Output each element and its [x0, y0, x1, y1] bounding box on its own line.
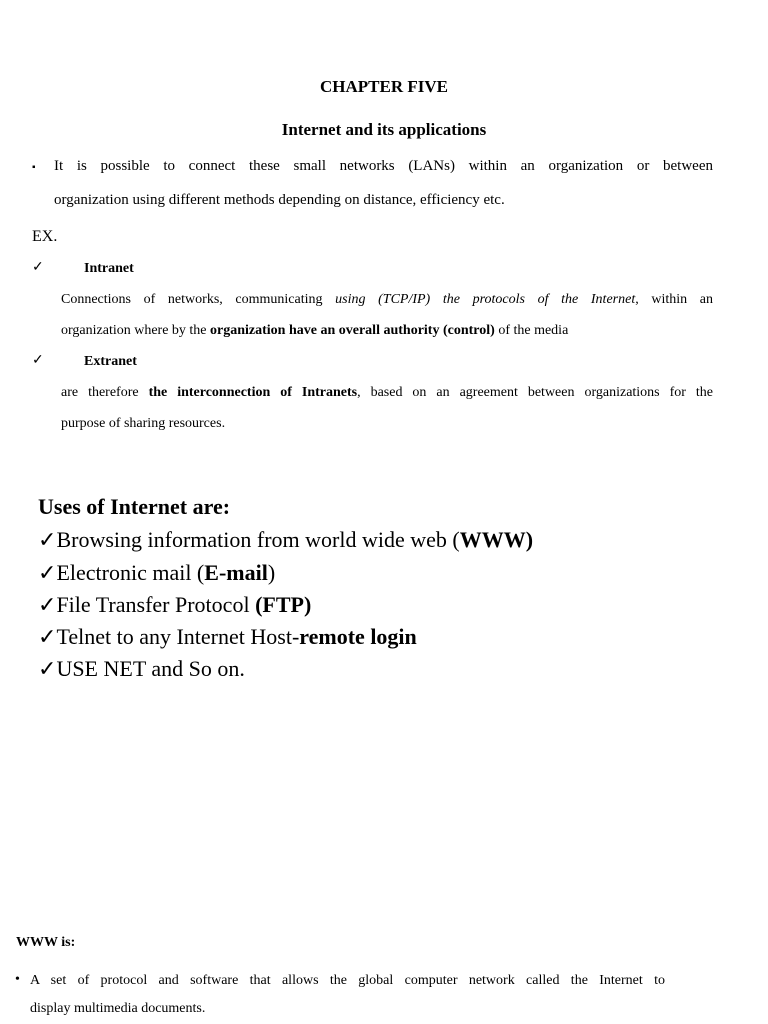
checkmark-icon: ✓	[38, 560, 57, 585]
bullet-icon: •	[15, 972, 20, 987]
extranet-term: Extranet	[84, 354, 137, 369]
checkmark-icon: ✓	[32, 260, 44, 275]
extranet-line-2: purpose of sharing resources.	[61, 416, 226, 431]
uses-list-item: ✓Browsing information from world wide web (WWW)	[38, 527, 534, 552]
section-subtitle: Internet and its applications	[281, 120, 487, 139]
intro-line-2: organization using different methods depending on distance, efficiency etc.	[54, 192, 505, 208]
checkmark-icon: ✓	[32, 353, 44, 368]
uses-list-item: ✓File Transfer Protocol (FTP)	[38, 592, 312, 617]
checkmark-icon: ✓	[38, 592, 57, 617]
chapter-title: CHAPTER FIVE	[320, 77, 448, 96]
www-line-2: display multimedia documents.	[30, 1001, 206, 1016]
extranet-line-1: are therefore the interconnection of Intranets, based on an agreement between organizations for the	[61, 385, 714, 400]
checkmark-icon: ✓	[38, 527, 57, 552]
intranet-term: Intranet	[84, 261, 134, 276]
www-line-1: A set of protocol and software that allows the global computer network called the Internet to	[30, 973, 665, 988]
intro-line-1: It is possible to connect these small networks (LANs) within an organization or between	[54, 158, 713, 174]
uses-heading: Uses of Internet are:	[38, 494, 231, 519]
uses-list-item: ✓Telnet to any Internet Host-remote login	[38, 624, 417, 649]
square-bullet-icon: ▪	[32, 162, 36, 173]
intranet-line-2: organization where by the organization have an overall authority (control) of the media	[61, 323, 569, 338]
www-heading: WWW is:	[16, 935, 76, 950]
checkmark-icon: ✓	[38, 656, 57, 681]
checkmark-icon: ✓	[38, 624, 57, 649]
intranet-line-1: Connections of networks, communicating using (TCP/IP) the protocols of the Internet, within an	[61, 292, 713, 307]
example-label: EX.	[32, 228, 58, 245]
uses-list-item: ✓Electronic mail (E-mail)	[38, 560, 276, 585]
uses-list-item: ✓USE NET and So on.	[38, 656, 245, 681]
